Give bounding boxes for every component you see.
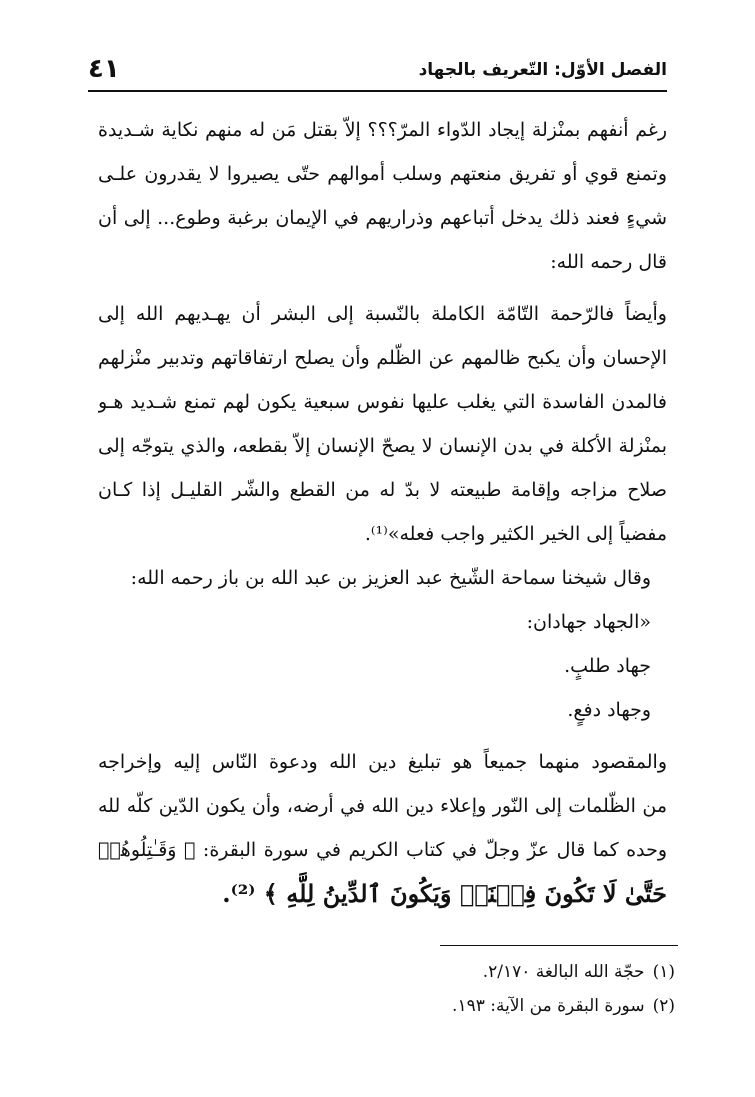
header-divider (88, 90, 667, 92)
text-line: وتمنع قوي أو تفريق منعتهم وسلب أموالهم حتّى يصيروا لا يقدرون علـى (98, 163, 667, 185)
main-text (98, 108, 667, 916)
text-line: الإحسان وأن يكبح ظالمهم عن الظّلم وأن يصلح ارتفاقاتهم وتدبير منْزلهم (98, 347, 667, 369)
text-line: فالمدن الفاسدة التي يغلب عليها نفوس سبعية يكون لهم تمنع شـديد هـو (98, 391, 667, 413)
footnote-mark: (٢) (652, 996, 675, 1016)
text-line: بمنْزلة الأكلة في بدن الإنسان لا يصحّ الإنسان إلاّ بقطعه، والذي يتوجّه إلى (98, 435, 667, 457)
text-line: وأيضاً فالرّحمة التّامّة الكاملة بالنّسبة إلى البشر أن يهـديهم الله إلى (98, 303, 667, 325)
footnote-divider (440, 945, 678, 946)
chapter-title: الفصل الأوّل: التّعريف بالجهاد (418, 60, 667, 80)
page-header (88, 52, 667, 88)
footnote-text: سورة البقرة من الآية: ١٩٣. (452, 996, 645, 1016)
footnote-text: حجّة الله البالغة ٢/١٧٠. (482, 962, 645, 982)
text-line: وقال شيخنا سماحة الشّيخ عبد العزيز بن عبد الله بن باز رحمه الله: (130, 567, 651, 589)
text-line: مفضياً إلى الخير الكثير واجب فعله»⁽¹⁾. (364, 523, 667, 545)
footnotes (452, 955, 675, 1023)
text-line: وجهاد دفعٍ. (567, 699, 651, 721)
footnote-mark: (١) (652, 962, 675, 982)
footnote (452, 989, 675, 1023)
text-line: رغم أنفهم بمنْزلة إيجاد الدّواء المرّ؟؟؟ إلاّ بقتل مَن له منهم نكاية شـديدة (98, 119, 667, 141)
text-line: «الجهاد جهادان: (526, 611, 651, 633)
text-line: جهاد طلبٍ. (564, 655, 651, 677)
text-line: قال رحمه الله: (550, 251, 667, 273)
text-line: وحده كما قال عزّ وجلّ في كتاب الكريم في سورة البقرة: ﴿ وَقَـٰتِلُوهُمۡ (98, 839, 667, 861)
text-line: والمقصود منهما جميعاً هو تبليغ دين الله ودعوة النّاس إليه وإخراجه (98, 751, 667, 773)
text-line: من الظّلمات إلى النّور وإعلاء دين الله في أرضه، وأن يكون الدّين كلّه لله (98, 795, 667, 817)
text-line: شيءٍ فعند ذلك يدخل أتباعهم وذراريهم في الإيمان برغبة وطوع... إلى أن (98, 207, 667, 229)
footnote (452, 955, 675, 989)
quran-verse-line: حَتَّىٰ لَا تَكُونَ فِتۡنَةٞ وَيَكُونَ ٱلدِّينُ لِلَّهِ ﴾ ⁽²⁾. (222, 879, 667, 908)
page-number: ٤١ (88, 54, 120, 84)
text-line: صلاح مزاجه وإقامة طبيعته لا بدّ له من القطع والشّر القليـل إذا كـان (98, 479, 667, 501)
